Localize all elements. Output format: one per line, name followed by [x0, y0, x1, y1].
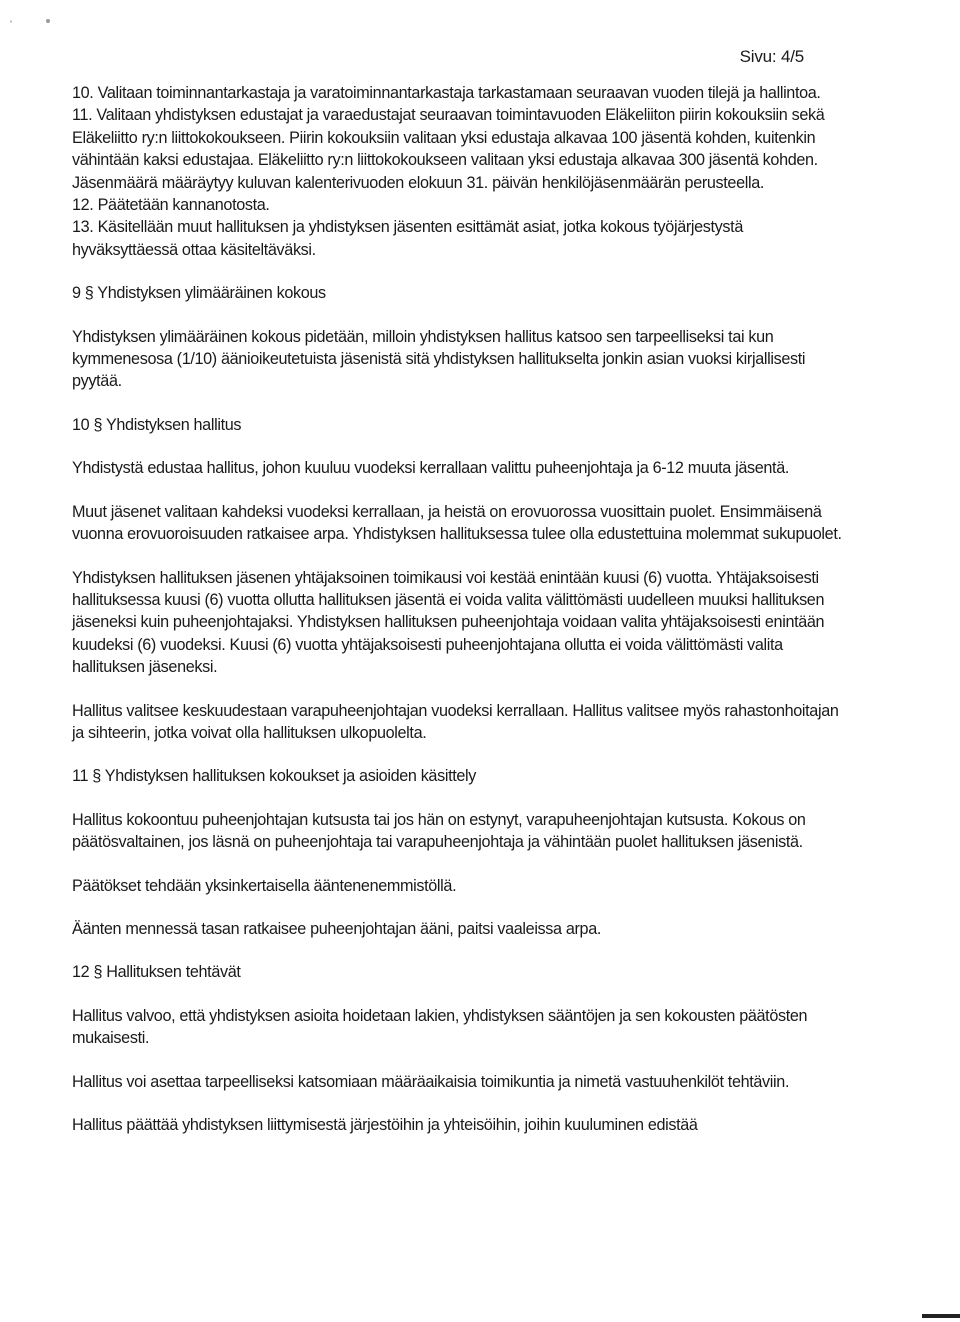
paragraph: Yhdistyksen ylimääräinen kokous pidetään, milloin yhdistyksen hallitus katsoo sen tarpeelliseksi tai kun kymmenesosa (1/10) äänioikeutetuista jäsenistä sitä yhdistyksen hallitukselta jonkin asian vuoksi kirjallisesti pyytää. [72, 327, 806, 391]
paragraph: Hallitus voi asettaa tarpeelliseksi katsomiaan määräaikaisia toimikuntia ja nimetä vastuuhenkilöt tehtäviin. [72, 1072, 790, 1091]
scan-speck [46, 19, 50, 23]
scan-edge-mark [922, 1314, 960, 1318]
paragraph: Päätökset tehdään yksinkertaisella ääntenenemmistöllä. [72, 876, 457, 895]
section-heading: 9 § Yhdistyksen ylimääräinen kokous [72, 284, 326, 303]
agenda-item: 12. Päätetään kannanotosta. [72, 196, 270, 215]
paragraph: Hallitus valvoo, että yhdistyksen asioita hoidetaan lakien, yhdistyksen sääntöjen ja sen kokousten päätösten mukaisesti. [72, 1006, 808, 1048]
paragraph: Yhdistystä edustaa hallitus, johon kuuluu vuodeksi kerrallaan valittu puheenjohtaja ja 6-12 muuta jäsentä. [72, 459, 790, 478]
paragraph: Äänten mennessä tasan ratkaisee puheenjohtajan ääni, paitsi vaaleissa arpa. [72, 919, 601, 938]
page-number: Sivu: 4/5 [739, 47, 804, 66]
paragraph: Hallitus valitsee keskuudestaan varapuheenjohtajan vuodeksi kerrallaan. Hallitus valitsee myös rahastonhoitajan ja sihteerin, jotka voivat olla hallituksen ulkopuolelta. [72, 701, 839, 742]
scan-speck [10, 20, 12, 23]
agenda-item: 10. Valitaan toiminnantarkastaja ja varatoiminnantarkastaja tarkastamaan seuraavan vuoden tilejä ja hallintoa. [72, 84, 821, 102]
paragraph: Yhdistyksen hallituksen jäsenen yhtäjaksoinen toimikausi voi kestää enintään kuusi (6) vuotta. Yhtäjaksoisesti hallituksessa kuusi (6) vuotta ollutta hallituksen jäsentä ei voida valita välittömästi uudelleen muuksi hallituksen jäseneksi kuin puheenjohtajaksi. Yhdistyksen hallituksen puheenjohtaja voidaan valita yhtäjaksoisesti enintään kuudeksi (6) vuodeksi. Kuusi (6) vuotta yhtäjaksoisesti puheenjohtajana ollutta ei voida välittömästi valita hallituksen jäseneksi. [72, 568, 825, 677]
section-heading: 10 § Yhdistyksen hallitus [72, 415, 242, 434]
document-body [72, 82, 852, 1136]
agenda-list [72, 82, 852, 261]
section-heading: 11 § Yhdistyksen hallituksen kokoukset ja asioiden käsittely [72, 767, 477, 786]
agenda-item: 11. Valitaan yhdistyksen edustajat ja varaedustajat seuraavan toimintavuoden Eläkeliiton piirin kokouksiin sekä Eläkeliitto ry:n liittokokoukseen. Piirin kokouksiin valitaan yksi edustaja alkavaa 100 jäsentä kohden, kuitenkin vähintään kaksi edustajaa. Eläkeliitto ry:n liittokokoukseen valitaan yksi edustaja alkavaa 300 jäsentä kohden. Jäsenmäärä määräytyy kuluvan kalenterivuoden elokuun 31. päivän henkilöjäsenmäärän perusteella. [72, 106, 825, 192]
section-heading: 12 § Hallituksen tehtävät [72, 963, 241, 982]
paragraph: Hallitus päättää yhdistyksen liittymisestä järjestöihin ja yhteisöihin, joihin kuuluminen edistää [72, 1116, 698, 1134]
paragraph: Hallitus kokoontuu puheenjohtajan kutsusta tai jos hän on estynyt, varapuheenjohtajan kutsusta. Kokous on päätösvaltainen, jos läsnä on puheenjohtaja tai varapuheenjohtaja ja vähintään puolet hallituksen jäsenistä. [72, 810, 806, 852]
agenda-item: 13. Käsitellään muut hallituksen ja yhdistyksen jäsenten esittämät asiat, jotka kokous työjärjestystä hyväksyttäessä ottaa käsiteltäväksi. [72, 218, 743, 259]
paragraph: Muut jäsenet valitaan kahdeksi vuodeksi kerrallaan, ja heistä on erovuorossa vuosittain puolet. Ensimmäisenä vuonna erovuoroisuuden ratkaisee arpa. Yhdistyksen hallituksessa tulee olla edustettuina molemmat sukupuolet. [72, 502, 842, 544]
